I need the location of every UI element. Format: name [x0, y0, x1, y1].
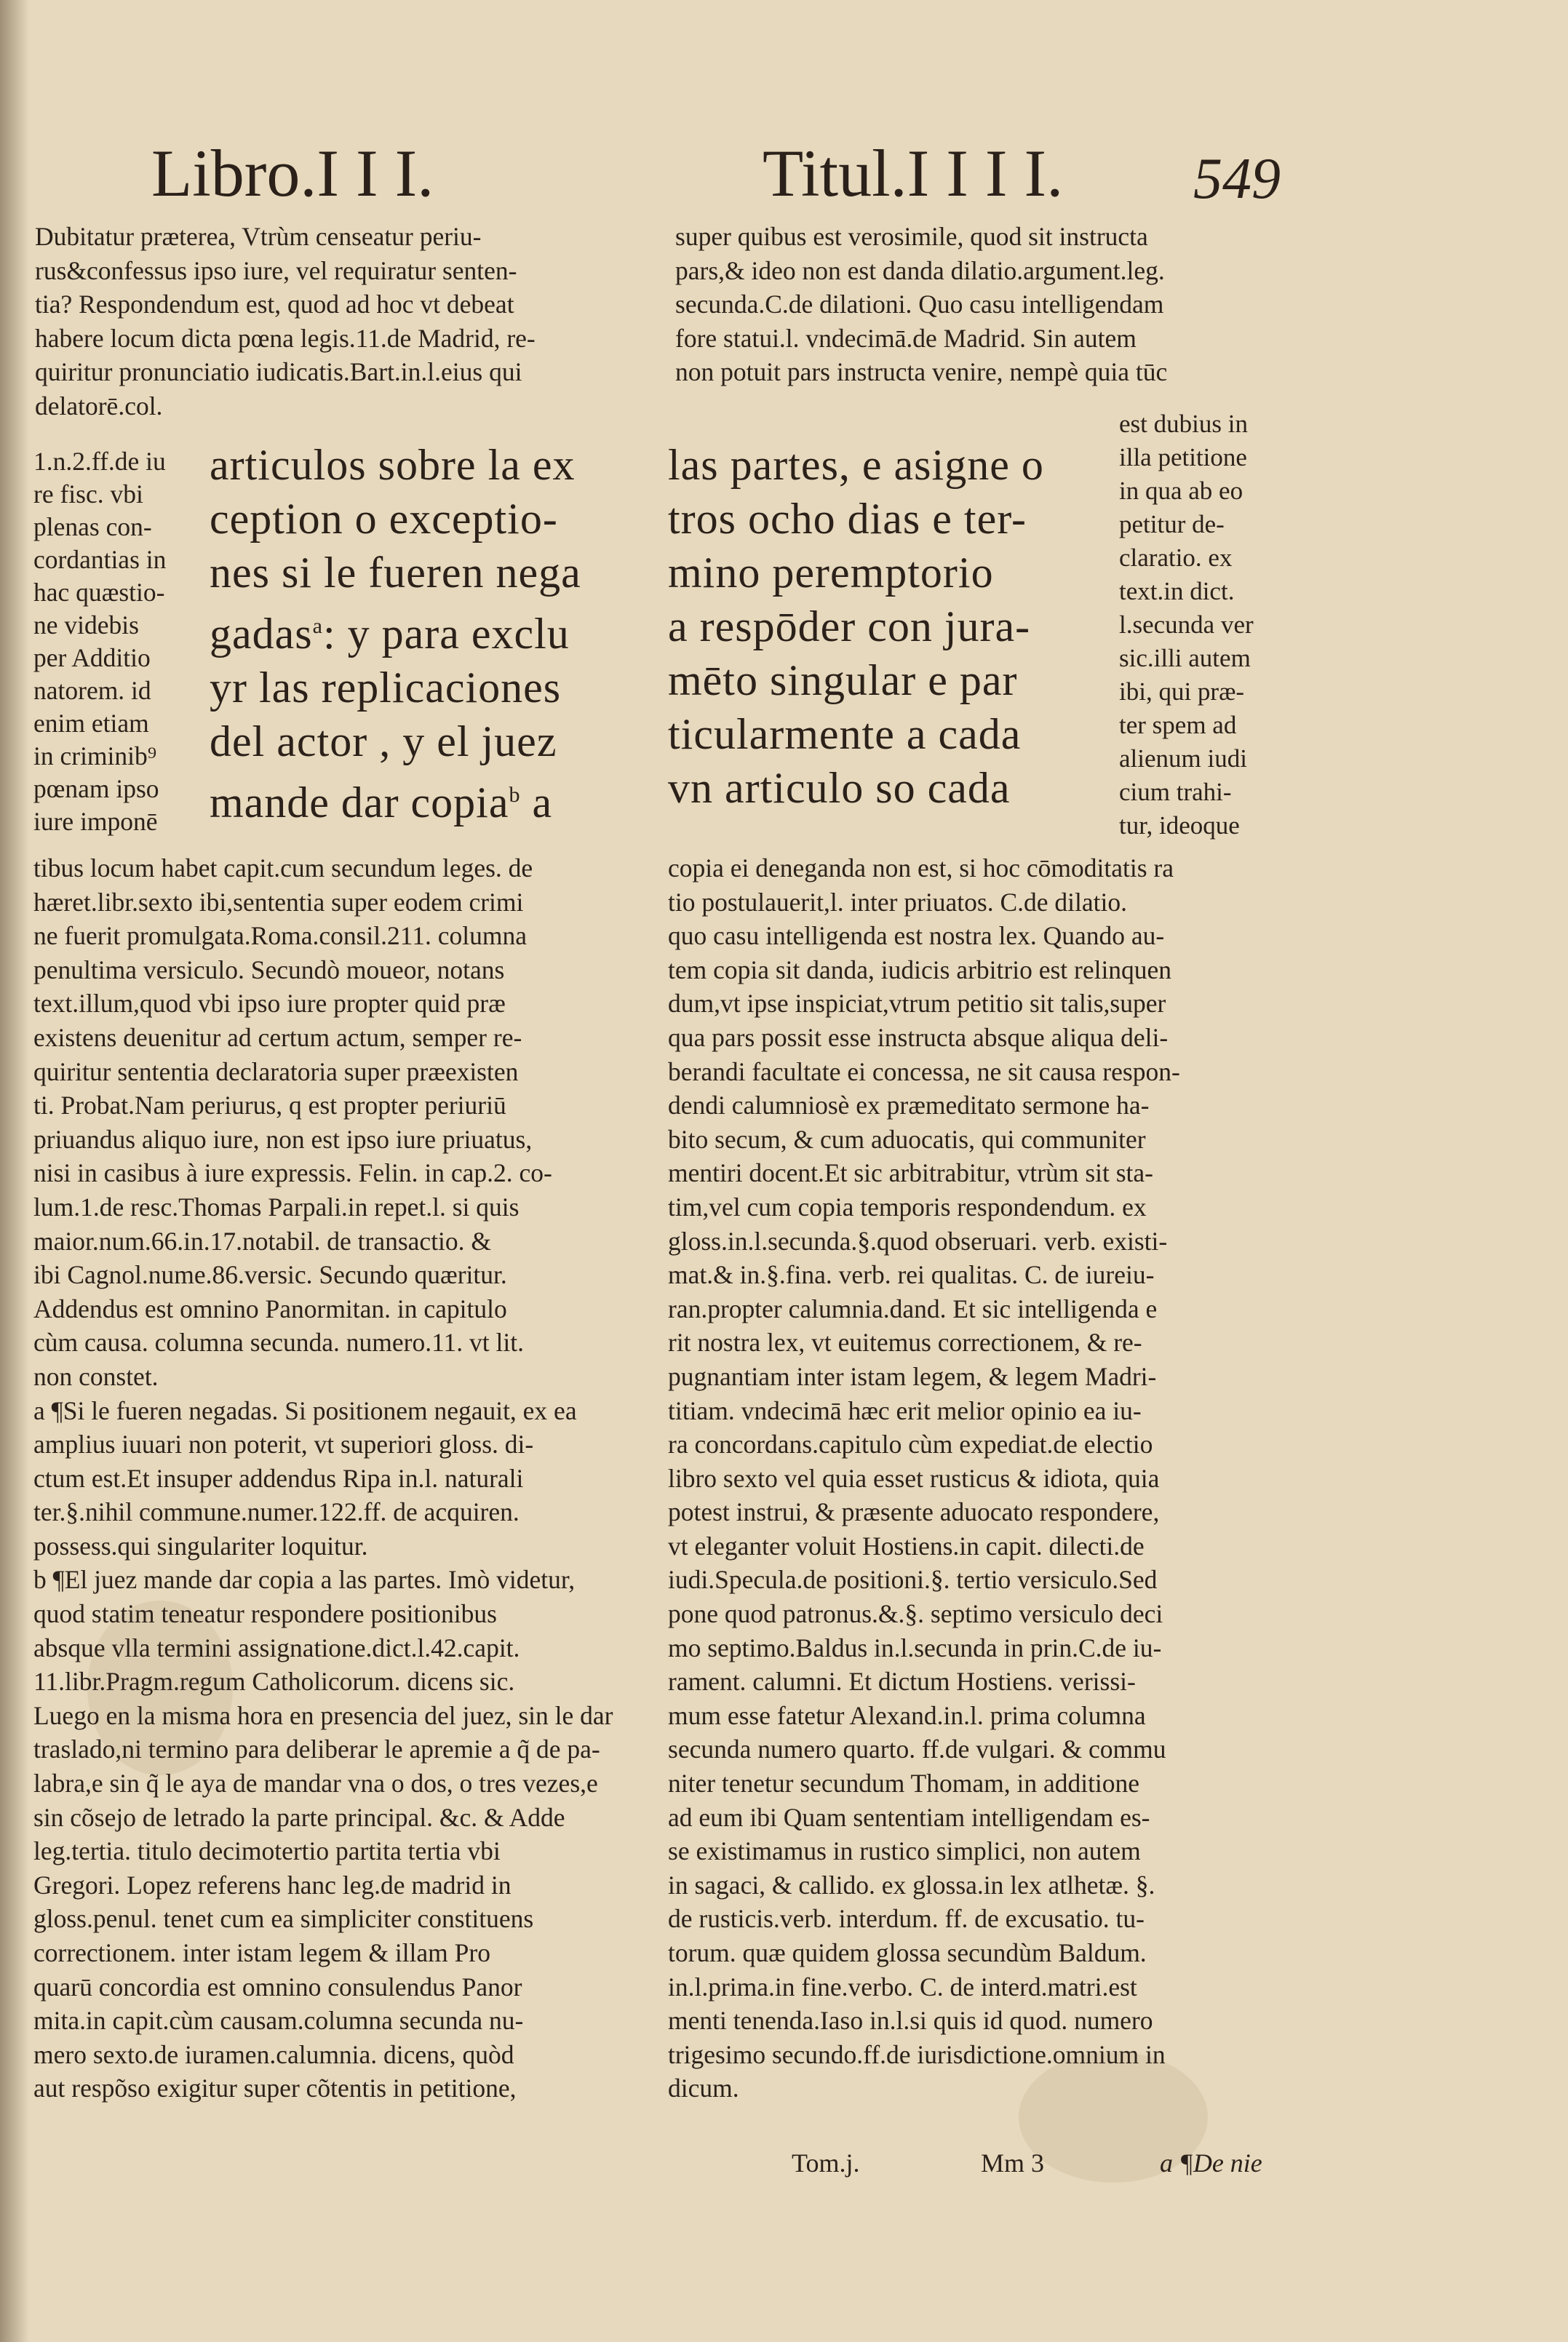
text-line: bito secum, & cum aduocatis, qui communiter — [668, 1124, 1146, 1154]
statute-fragment: a — [520, 778, 553, 827]
statute-line: a respōder con jura- — [668, 602, 1031, 650]
text-line: iudi.Specula.de positioni.§. tertio versiculo.Sed — [668, 1565, 1158, 1595]
text-line: b ¶El juez mande dar copia a las partes. Imò videtur, — [33, 1565, 576, 1595]
text-line: habere locum dicta pœna legis.11.de Madrid, re- — [35, 323, 536, 353]
running-head-title: Titul.I I I I. — [763, 136, 1064, 210]
text-line: petitur de- — [1119, 510, 1225, 538]
left-column-top-gloss — [35, 220, 632, 423]
statute-line: nes si le fueren nega — [210, 549, 581, 597]
text-line: tur, ideoque — [1119, 811, 1240, 840]
binding-gutter-shadow — [0, 0, 29, 2342]
statute-line: articulos sobre la ex — [210, 441, 576, 489]
text-line: sin cõsejo de letrado la parte principal. &c. & Adde — [33, 1802, 565, 1832]
text-line: hæret.libr.sexto ibi,sententia super eodem crimi — [33, 887, 524, 917]
text-line: tia? Respondendum est, quod ad hoc vt debeat — [35, 290, 514, 319]
text-line: trigesimo secundo.ff.de iurisdictione.omnium in — [668, 2039, 1166, 2069]
text-line: libro sexto vel quia esset rusticus & idiota, quia — [668, 1463, 1160, 1493]
text-line: tem copia sit danda, iudicis arbitrio est relinquen — [668, 955, 1172, 984]
text-line: absque vlla termini assignatione.dict.l.42.capit. — [33, 1633, 520, 1662]
text-line: in sagaci, & callido. ex glossa.in lex atlhetæ. §. — [668, 1870, 1155, 1900]
text-line: ad eum ibi Quam sententiam intelligendam es- — [668, 1802, 1150, 1832]
statute-line: del actor , y el juez — [210, 717, 557, 765]
text-line: qua pars possit esse instructa absque aliqua deli- — [668, 1022, 1169, 1052]
text-line: ti. Probat.Nam periurus, q est propter periuriū — [33, 1091, 506, 1120]
left-column-bottom-gloss — [33, 851, 637, 2106]
text-line: mero sexto.de iuramen.calumnia. dicens, quòd — [33, 2039, 514, 2069]
text-line: tibus locum habet capit.cum secundum leges. de — [33, 853, 533, 883]
text-line: lum.1.de resc.Thomas Parpali.in repet.l. si quis — [33, 1192, 520, 1222]
text-line: cium trahi- — [1119, 778, 1232, 806]
statute-fragment: mande dar copia — [210, 778, 509, 827]
text-line: se existimamus in rustico simplici, non autem — [668, 1836, 1141, 1866]
text-line: mentiri docent.Et sic arbitrabitur, vtrùm sit sta- — [668, 1158, 1153, 1188]
text-line: alienum iudi — [1119, 744, 1247, 773]
text-line: super quibus est verosimile, quod sit instructa — [675, 222, 1148, 251]
text-line: Gregori. Lopez referens hanc leg.de madrid in — [33, 1870, 512, 1900]
text-line: per Additio — [33, 643, 151, 672]
text-line: tim,vel cum copia temporis respondendum. ex — [668, 1192, 1147, 1222]
statute-line: mēto singular e par — [668, 656, 1018, 704]
text-line: traslado,ni termino para deliberar le apremie a q̃ de pa- — [33, 1734, 600, 1764]
text-line: existens deuenitur ad certum actum, semper re- — [33, 1022, 522, 1052]
text-line: rus&confessus ipso iure, vel requiratur senten- — [35, 255, 517, 285]
running-head-book: Libro.I I I. — [151, 136, 434, 210]
text-line: ra concordans.capitulo cùm expediat.de electio — [668, 1430, 1153, 1459]
text-line: copia ei deneganda non est, si hoc cōmoditatis ra — [668, 853, 1174, 883]
text-line: pœnam ipso — [33, 774, 159, 803]
text-line: gloss.penul. tenet cum ea simpliciter constituens — [33, 1904, 534, 1934]
text-line: dicum. — [668, 2074, 739, 2103]
text-line: de rusticis.verb. interdum. ff. de excusatio. tu- — [668, 1904, 1145, 1934]
text-line: in.l.prima.in fine.verbo. C. de interd.matri.est — [668, 1972, 1137, 2002]
text-line: berandi facultate ei concessa, ne sit causa respon- — [668, 1056, 1180, 1086]
statute-line: ception o exceptio- — [210, 495, 558, 543]
text-line: cùm causa. columna secunda. numero.11. vt lit. — [33, 1328, 524, 1358]
text-line: ter.§.nihil commune.numer.122.ff. de acquiren. — [33, 1497, 520, 1527]
text-line: sic.illi autem — [1119, 644, 1251, 672]
text-line: enim etiam — [33, 709, 149, 738]
text-line: maior.num.66.in.17.notabil. de transactio. & — [33, 1226, 492, 1256]
catchword: a ¶De nie — [1160, 2148, 1262, 2178]
text-line: l.secunda ver — [1119, 610, 1254, 639]
right-column-bottom-gloss — [668, 851, 1308, 2106]
text-line: gloss.in.l.secunda.§.quod obseruari. verb. existi- — [668, 1226, 1168, 1256]
text-line: pars,& ideo non est danda dilatio.argument.leg. — [675, 255, 1165, 285]
text-line: ne fuerit promulgata.Roma.consil.211. columna — [33, 921, 527, 951]
text-line: illa petitione — [1119, 443, 1247, 471]
text-line: text.in dict. — [1119, 577, 1235, 605]
statute-line: yr las replicaciones — [210, 664, 562, 712]
text-line: pugnantiam inter istam legem, & legem Madri- — [668, 1361, 1157, 1391]
page-number: 549 — [1193, 147, 1281, 211]
statute-fragment: : y para exclu — [322, 610, 570, 658]
text-line: claratio. ex — [1119, 543, 1233, 572]
text-line: quod statim teneatur respondere positionibus — [33, 1599, 497, 1629]
text-line: 11.libr.Pragm.regum Catholicorum. dicens sic. — [33, 1667, 515, 1697]
text-line: ter spem ad — [1119, 711, 1237, 739]
text-line: priuandus aliquo iure, non est ipso iure priuatus, — [33, 1124, 533, 1154]
text-line: quiritur pronunciatio iudicatis.Bart.in.l.eius qui — [35, 357, 522, 387]
text-line: ibi, qui præ- — [1119, 677, 1245, 706]
statute-line — [210, 600, 639, 661]
text-line: niter tenetur secundum Thomam, in additione — [668, 1769, 1140, 1799]
text-line: Dubitatur præterea, Vtrùm censeatur periu- — [35, 222, 482, 251]
text-line: a ¶Si le fueren negadas. Si positionem negauit, ex ea — [33, 1395, 577, 1425]
text-line: leg.tertia. titulo decimotertio partita tertia vbi — [33, 1836, 501, 1866]
right-column-top-gloss — [675, 220, 1301, 389]
text-line: natorem. id — [33, 676, 151, 705]
text-line: tio postulauerit,l. inter priuatos. C.de dilatio. — [668, 887, 1128, 917]
text-line: delatorē.col. — [35, 391, 163, 421]
text-line: ctum est.Et insuper addendus Ripa in.l. naturali — [33, 1463, 524, 1493]
text-line: rit nostra lex, vt euitemus correctionem, & re- — [668, 1328, 1142, 1358]
footnote-mark-b: b — [509, 783, 521, 807]
text-line: Addendus est omnino Panormitan. in capitulo — [33, 1294, 507, 1323]
text-line: mo septimo.Baldus in.l.secunda in prin.C.de iu- — [668, 1633, 1162, 1662]
right-statute-text — [668, 438, 1105, 815]
signature-mark: Mm 3 — [981, 2148, 1045, 2178]
text-line: dum,vt ipse inspiciat,vtrum petitio sit talis,super — [668, 989, 1166, 1019]
statute-line: vn articulo so cada — [668, 764, 1011, 812]
statute-line: tros ocho dias e ter- — [668, 495, 1027, 543]
text-line: mum esse fatetur Alexand.in.l. prima columna — [668, 1700, 1146, 1730]
text-line: non constet. — [33, 1361, 159, 1391]
footnote-mark-a: a — [312, 614, 323, 638]
statute-fragment: gadas — [210, 610, 313, 658]
statute-line: las partes, e asigne o — [668, 441, 1044, 489]
text-line: plenas con- — [33, 512, 152, 541]
text-line: vt eleganter voluit Hostiens.in capit. dilecti.de — [668, 1531, 1145, 1561]
text-line: nisi in casibus à iure expressis. Felin. in cap.2. co- — [33, 1158, 552, 1188]
text-line: quarū concordia est omnino consulendus Panor — [33, 1972, 522, 2002]
text-line: rament. calumni. Et dictum Hostiens. verissi- — [668, 1667, 1136, 1697]
text-line: secunda numero quarto. ff.de vulgari. & commu — [668, 1734, 1166, 1764]
text-line: labra,e sin q̃ le aya de mandar vna o dos, o tres vezes,e — [33, 1769, 598, 1799]
text-line: non potuit pars instructa venire, nempè quia tūc — [675, 357, 1168, 387]
text-line: hac quæstio- — [33, 578, 165, 607]
text-line: in qua ab eo — [1119, 477, 1243, 505]
text-line: mat.& in.§.fina. verb. rei qualitas. C. de iureiu- — [668, 1260, 1155, 1290]
statute-line: ticularmente a cada — [668, 710, 1022, 758]
text-line: menti tenenda.Iaso in.l.si quis id quod. numero — [668, 2006, 1153, 2036]
text-line: ne videbis — [33, 610, 139, 640]
text-line: potest instrui, & præsente aduocato respondere, — [668, 1497, 1160, 1527]
text-line: pone quod patronus.&.§. septimo versiculo deci — [668, 1599, 1163, 1629]
text-line: correctionem. inter istam legem & illam Pro — [33, 1938, 490, 1967]
text-line: iure imponē — [33, 807, 158, 836]
right-side-gloss — [1119, 407, 1308, 843]
text-line: torum. quæ quidem glossa secundùm Baldum. — [668, 1938, 1147, 1967]
text-line: re fisc. vbi — [33, 479, 143, 509]
text-line: mita.in capit.cùm causam.columna secunda nu- — [33, 2006, 524, 2036]
text-line: cordantias in — [33, 545, 167, 574]
text-line: est dubius in — [1119, 410, 1248, 438]
text-line: secunda.C.de dilationi. Quo casu intelligendam — [675, 290, 1164, 319]
text-line: Luego en la misma hora en presencia del juez, sin le dar — [33, 1700, 613, 1730]
text-line: in criminib⁹ — [33, 741, 157, 770]
left-side-gloss — [33, 445, 201, 838]
text-line: ibi Cagnol.nume.86.versic. Secundo quæritur. — [33, 1260, 507, 1290]
statute-line: mino peremptorio — [668, 549, 994, 597]
left-statute-text — [210, 438, 639, 829]
text-line: possess.qui singulariter loquitur. — [33, 1531, 368, 1561]
text-line: dendi calumniosè ex præmeditato sermone ha- — [668, 1091, 1150, 1120]
text-line: quiritur sententia declaratoria super præexisten — [33, 1056, 519, 1086]
volume-mark: Tom.j. — [792, 2148, 860, 2178]
text-line: penultima versiculo. Secundò moueor, notans — [33, 955, 505, 984]
text-line: ran.propter calumnia.dand. Et sic intelligenda e — [668, 1294, 1158, 1323]
text-line: titiam. vndecimā hæc erit melior opinio ea iu- — [668, 1395, 1142, 1425]
text-line: quo casu intelligenda est nostra lex. Quando au- — [668, 921, 1165, 951]
statute-line — [210, 768, 639, 829]
text-line: amplius iuuari non poterit, vt superiori gloss. di- — [33, 1430, 534, 1459]
text-line: 1.n.2.ff.de iu — [33, 447, 166, 476]
text-line: aut respõso exigitur super cõtentis in petitione, — [33, 2074, 517, 2103]
text-line: text.illum,quod vbi ipso iure propter quid præ — [33, 989, 506, 1019]
text-line: fore statui.l. vndecimā.de Madrid. Sin autem — [675, 323, 1137, 353]
